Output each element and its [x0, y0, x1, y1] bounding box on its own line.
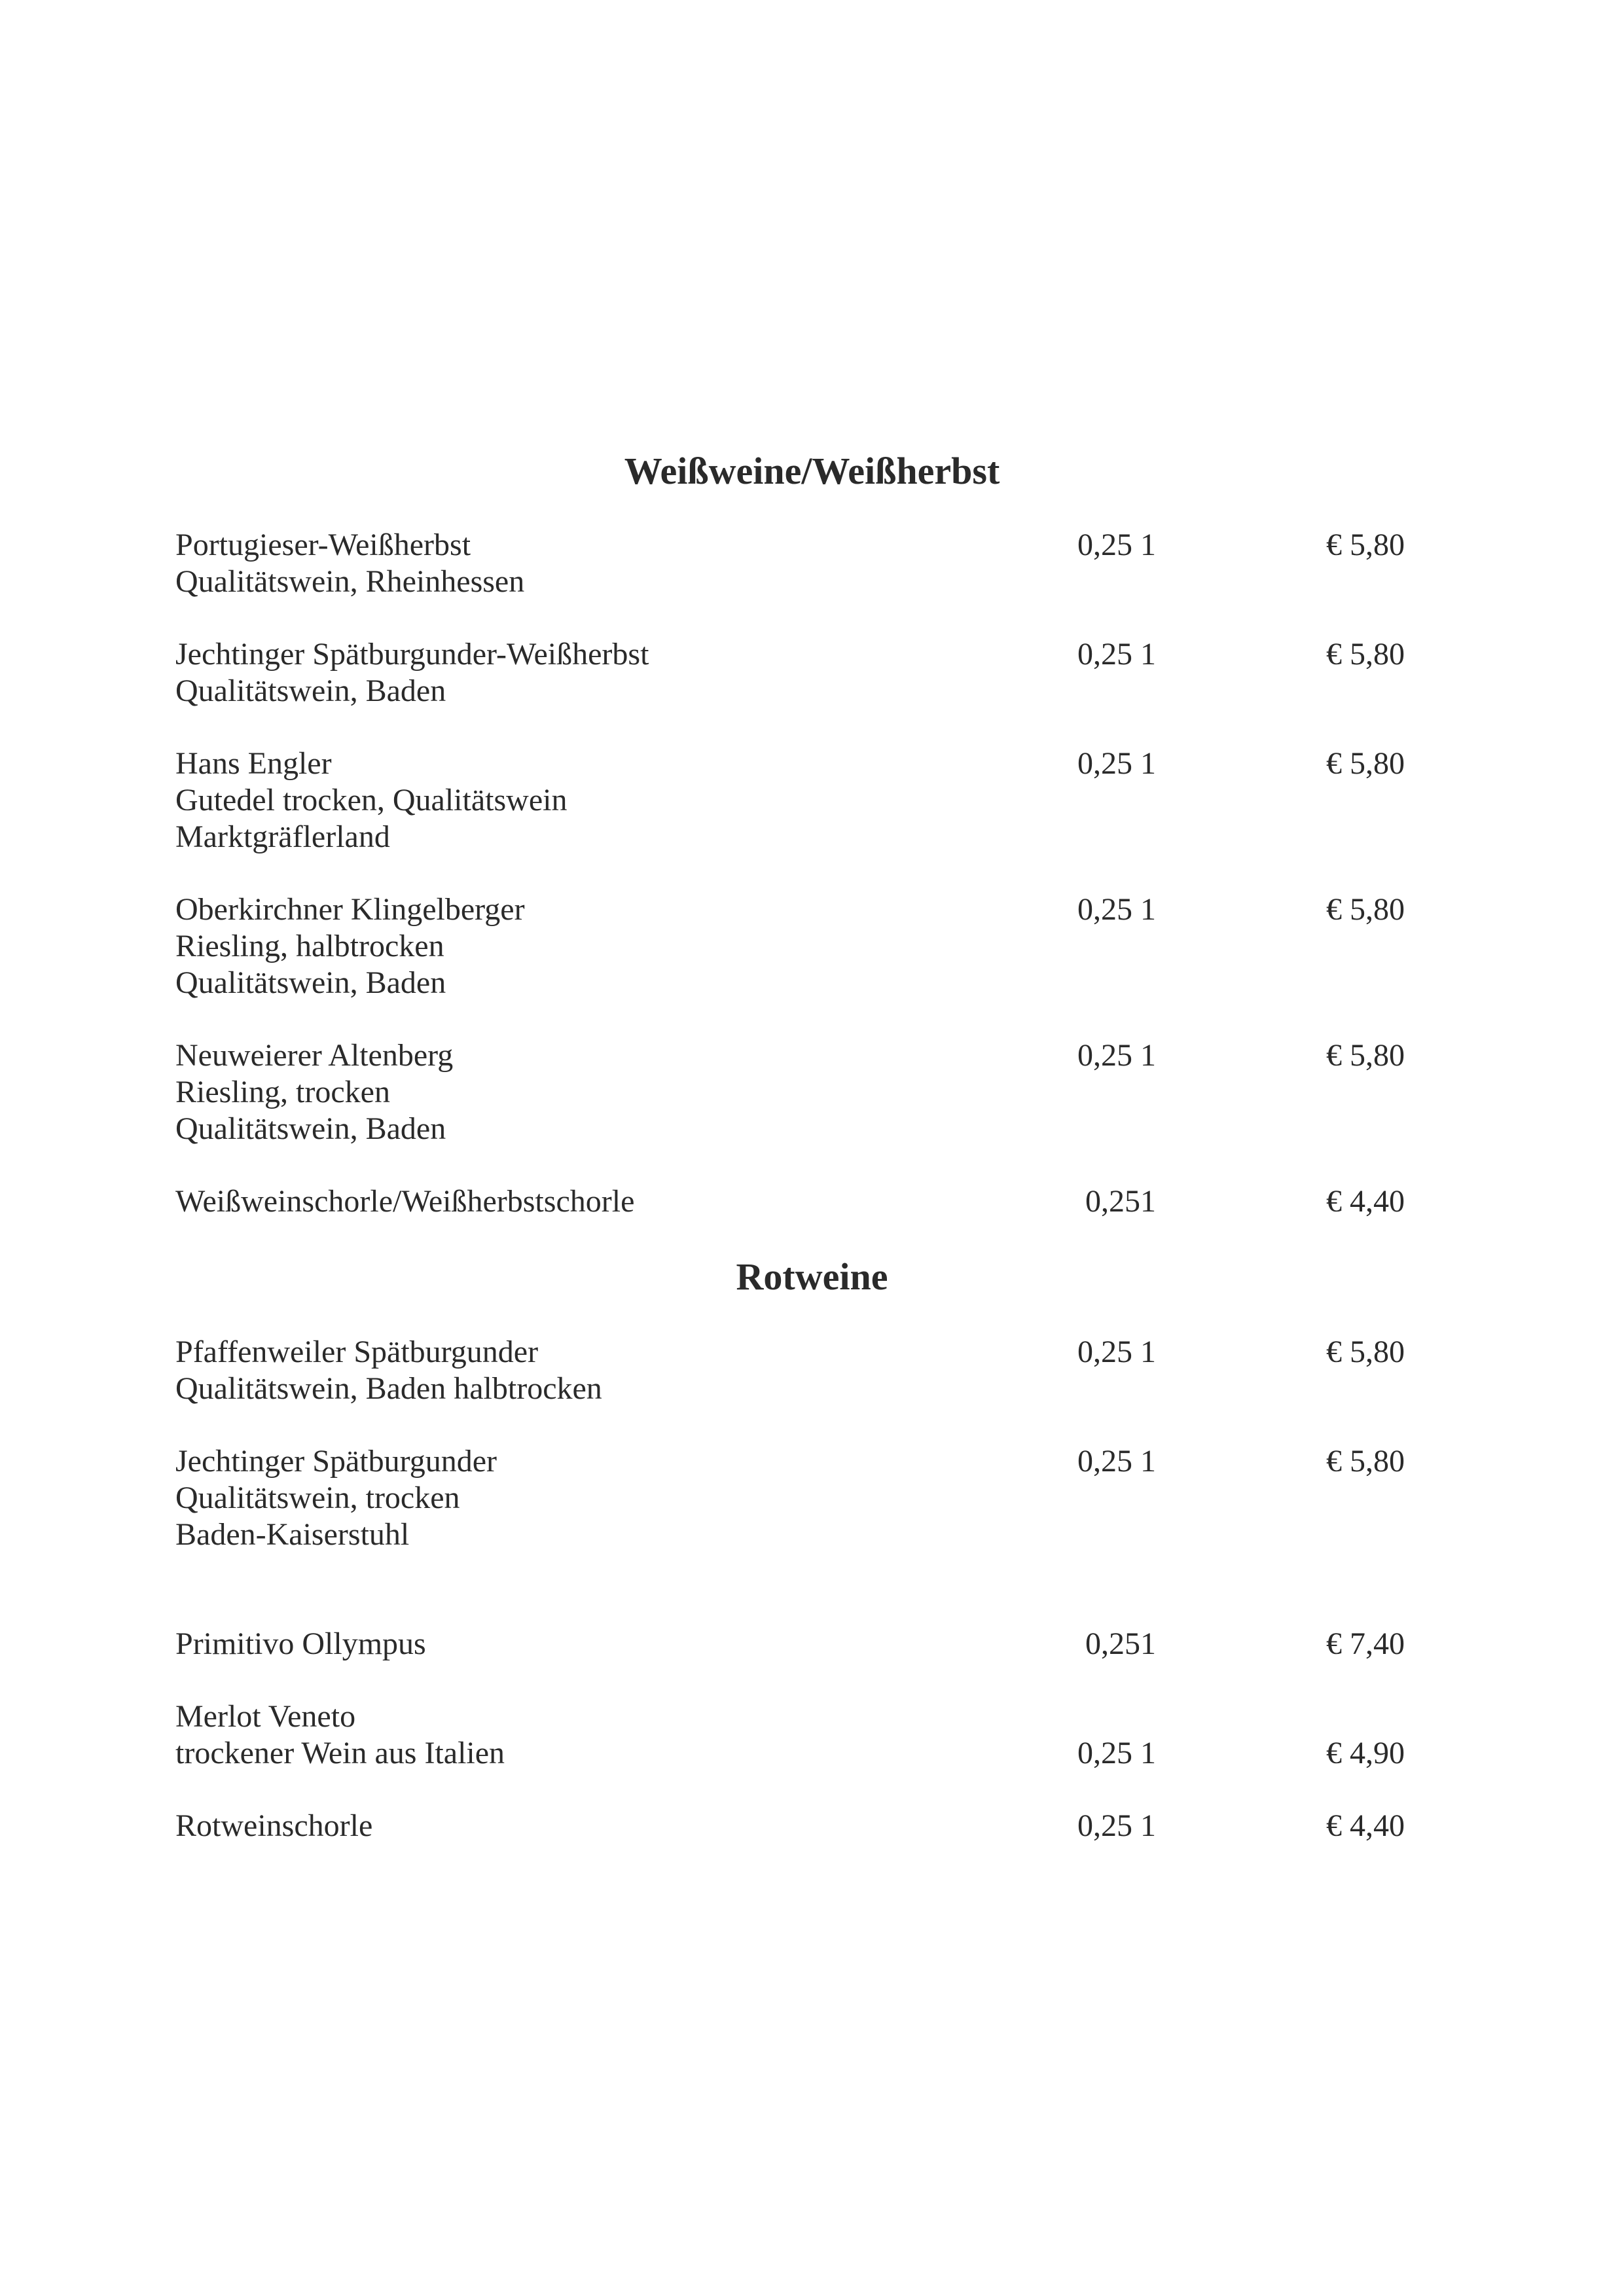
- wine-volume: 0,25 1: [1077, 637, 1156, 672]
- wine-price: € 5,80: [1326, 1038, 1405, 1073]
- wine-name: Neuweierer Altenberg: [175, 1038, 454, 1073]
- wine-name: Merlot Veneto: [175, 1699, 356, 1734]
- wine-volume: 0,25 1: [1077, 1335, 1156, 1369]
- section-title-weissweine: Weißweine/Weißherbst: [624, 450, 1000, 492]
- wine-volume: 0,25 1: [1077, 746, 1156, 781]
- wine-price: € 4,40: [1326, 1808, 1405, 1843]
- wine-volume: 0,25 1: [1077, 1444, 1156, 1479]
- wine-name: Primitivo Ollympus: [175, 1626, 426, 1661]
- wine-name: Oberkirchner Klingelberger: [175, 892, 525, 927]
- wine-description: Gutedel trocken, Qualitätswein: [175, 783, 568, 817]
- wine-volume: 0,25 1: [1077, 1038, 1156, 1073]
- wine-price: € 7,40: [1326, 1626, 1405, 1661]
- wine-price: € 5,80: [1326, 637, 1405, 672]
- wine-description: Riesling, halbtrocken: [175, 929, 444, 963]
- wine-name: Pfaffenweiler Spätburgunder: [175, 1335, 539, 1369]
- wine-description: trockener Wein aus Italien: [175, 1736, 505, 1770]
- wine-volume: 0,25 1: [1077, 528, 1156, 562]
- wine-name: Jechtinger Spätburgunder: [175, 1444, 497, 1479]
- wine-name: Weißweinschorle/Weißherbstschorle: [175, 1184, 635, 1219]
- wine-description: Qualitätswein, Baden halbtrocken: [175, 1371, 602, 1406]
- wine-name: Rotweinschorle: [175, 1808, 373, 1843]
- wine-price: € 5,80: [1326, 1335, 1405, 1369]
- wine-price: € 4,90: [1326, 1736, 1405, 1770]
- wine-description: Qualitätswein, Rheinhessen: [175, 564, 525, 599]
- wine-name: Hans Engler: [175, 746, 332, 781]
- wine-volume: 0,25 1: [1077, 1736, 1156, 1770]
- wine-description: Qualitätswein, Baden: [175, 1111, 446, 1146]
- wine-volume: 0,251: [1085, 1626, 1156, 1661]
- wine-price: € 5,80: [1326, 528, 1405, 562]
- wine-description: Qualitätswein, Baden: [175, 965, 446, 1000]
- wine-description: Marktgräflerland: [175, 819, 390, 854]
- wine-description: Qualitätswein, Baden: [175, 673, 446, 708]
- wine-description: Baden-Kaiserstuhl: [175, 1517, 410, 1552]
- section-title-rotweine: Rotweine: [736, 1255, 888, 1298]
- wine-price: € 5,80: [1326, 892, 1405, 927]
- wine-name: Portugieser-Weißherbst: [175, 528, 471, 562]
- wine-description: Riesling, trocken: [175, 1075, 390, 1109]
- wine-volume: 0,251: [1085, 1184, 1156, 1219]
- wine-price: € 5,80: [1326, 1444, 1405, 1479]
- wine-price: € 4,40: [1326, 1184, 1405, 1219]
- wine-description: Qualitätswein, trocken: [175, 1480, 460, 1515]
- wine-volume: 0,25 1: [1077, 892, 1156, 927]
- wine-price: € 5,80: [1326, 746, 1405, 781]
- wine-name: Jechtinger Spätburgunder-Weißherbst: [175, 637, 649, 672]
- wine-volume: 0,25 1: [1077, 1808, 1156, 1843]
